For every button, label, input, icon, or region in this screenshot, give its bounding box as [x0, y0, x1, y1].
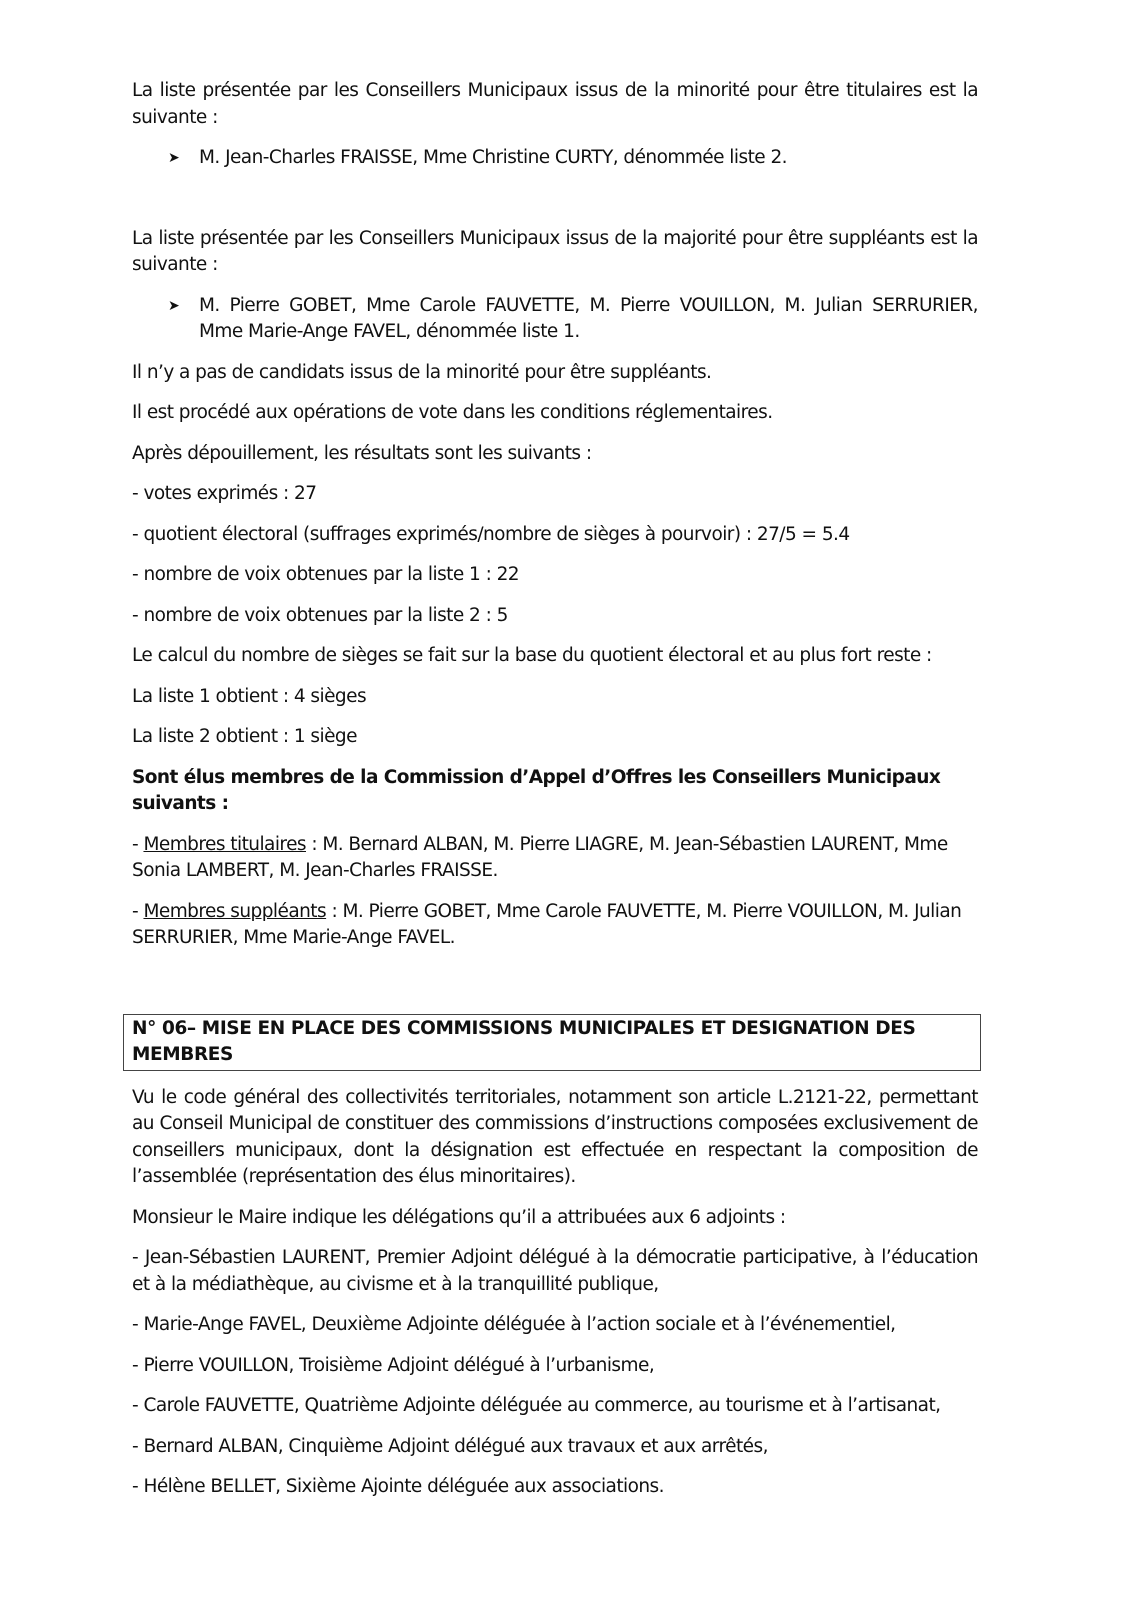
section6-title-box [123, 1014, 981, 1071]
mayor-delegations-intro: Monsieur le Maire indique les délégations qu’il a attribuées aux 6 adjoints : [132, 1206, 786, 1228]
adjoint-item: - Jean-Sébastien LAURENT, Premier Adjoint délégué à la démocratie participative, à l’éducation et à la médiathèque, au civisme et à la tranquillité publique, [132, 1247, 978, 1295]
adjoint-item: - Marie-Ange FAVEL, Deuxième Adjointe déléguée à l’action sociale et à l’événementiel, [132, 1314, 896, 1335]
minority-titulaires-intro: La liste présentée par les Conseillers Municipaux issus de la minorité pour être titulaires est la suivante : [132, 80, 978, 128]
adjoint-item: - Hélène BELLET, Sixième Ajointe déléguée aux associations. [132, 1476, 664, 1497]
section6-title: N° 06– MISE EN PLACE DES COMMISSIONS MUNICIPALES ET DESIGNATION DES MEMBRES [132, 1017, 916, 1065]
seat-calculation: Le calcul du nombre de sièges se fait sur la base du quotient électoral et au plus fort reste : [132, 645, 932, 666]
suppleants-label: Membres suppléants [143, 900, 327, 922]
list1-seats: La liste 1 obtient : 4 sièges [132, 685, 367, 707]
titulaires-paragraph [132, 832, 978, 885]
suppleants-prefix: - [132, 900, 144, 922]
list2-seats: La liste 2 obtient : 1 siège [132, 726, 357, 747]
titulaires-names: : M. Bernard ALBAN, M. Pierre LIAGRE, M. Jean-Sébastien LAURENT, Mme Sonia LAMBERT, M. Jean-Charles FRAISSE. [132, 833, 948, 881]
list1-members: M. Pierre GOBET, Mme Carole FAUVETTE, M. Pierre VOUILLON, M. Julian SERRURIER, Mme Marie-Ange FAVEL, dénommée liste 1. [199, 294, 978, 342]
majority-suppleants-intro: La liste présentée par les Conseillers Municipaux issus de la majorité pour être suppléants est la suivante : [132, 227, 978, 275]
result-quotient: - quotient électoral (suffrages exprimés/nombre de sièges à pourvoir) : 27/5 = 5.4 [132, 523, 850, 545]
titulaires-label: Membres titulaires [143, 833, 306, 855]
titulaires-prefix: - [132, 833, 144, 855]
suppleants-paragraph [132, 899, 978, 952]
document-page [132, 78, 978, 1515]
vote-procedure: Il est procédé aux opérations de vote dans les conditions réglementaires. [132, 402, 773, 423]
list2-members: M. Jean-Charles FRAISSE, Mme Christine CURTY, dénommée liste 2. [199, 147, 787, 168]
adjoint-item: - Pierre VOUILLON, Troisième Adjoint délégué à l’urbanisme, [132, 1354, 655, 1376]
adjoint-item: - Carole FAUVETTE, Quatrième Adjointe déléguée au commerce, au tourisme et à l’artisanat, [132, 1395, 941, 1416]
list1-bullet-item [168, 293, 978, 346]
result-votes-exprimes: - votes exprimés : 27 [132, 483, 317, 504]
section6-preamble: Vu le code général des collectivités territoriales, notamment son article L.2121-22, permettant au Conseil Municipal de constituer des commissions d’instructions composées exclusivement de conseillers municipaux, dont la désignation est effectuée en respectant la composition de l’assemblée (représentation des élus minoritaires). [132, 1086, 978, 1187]
elected-heading: Sont élus membres de la Commission d’Appel d’Offres les Conseillers Municipaux suivants : [132, 766, 941, 814]
arrow-bullet-icon: ➤ [168, 150, 180, 166]
no-minority-suppleants: Il n’y a pas de candidats issus de la minorité pour être suppléants. [132, 361, 712, 383]
results-intro: Après dépouillement, les résultats sont les suivants : [132, 442, 592, 464]
suppleants-names: : M. Pierre GOBET, Mme Carole FAUVETTE, M. Pierre VOUILLON, M. Julian SERRURIER, Mme Marie-Ange FAVEL. [132, 900, 962, 948]
arrow-bullet-icon: ➤ [168, 297, 180, 314]
adjoint-item: - Bernard ALBAN, Cinquième Adjoint délégué aux travaux et aux arrêtés, [132, 1435, 768, 1457]
result-list1-votes: - nombre de voix obtenues par la liste 1 : 22 [132, 564, 520, 585]
list2-bullet-item [168, 145, 978, 172]
result-list2-votes: - nombre de voix obtenues par la liste 2 : 5 [132, 604, 508, 626]
